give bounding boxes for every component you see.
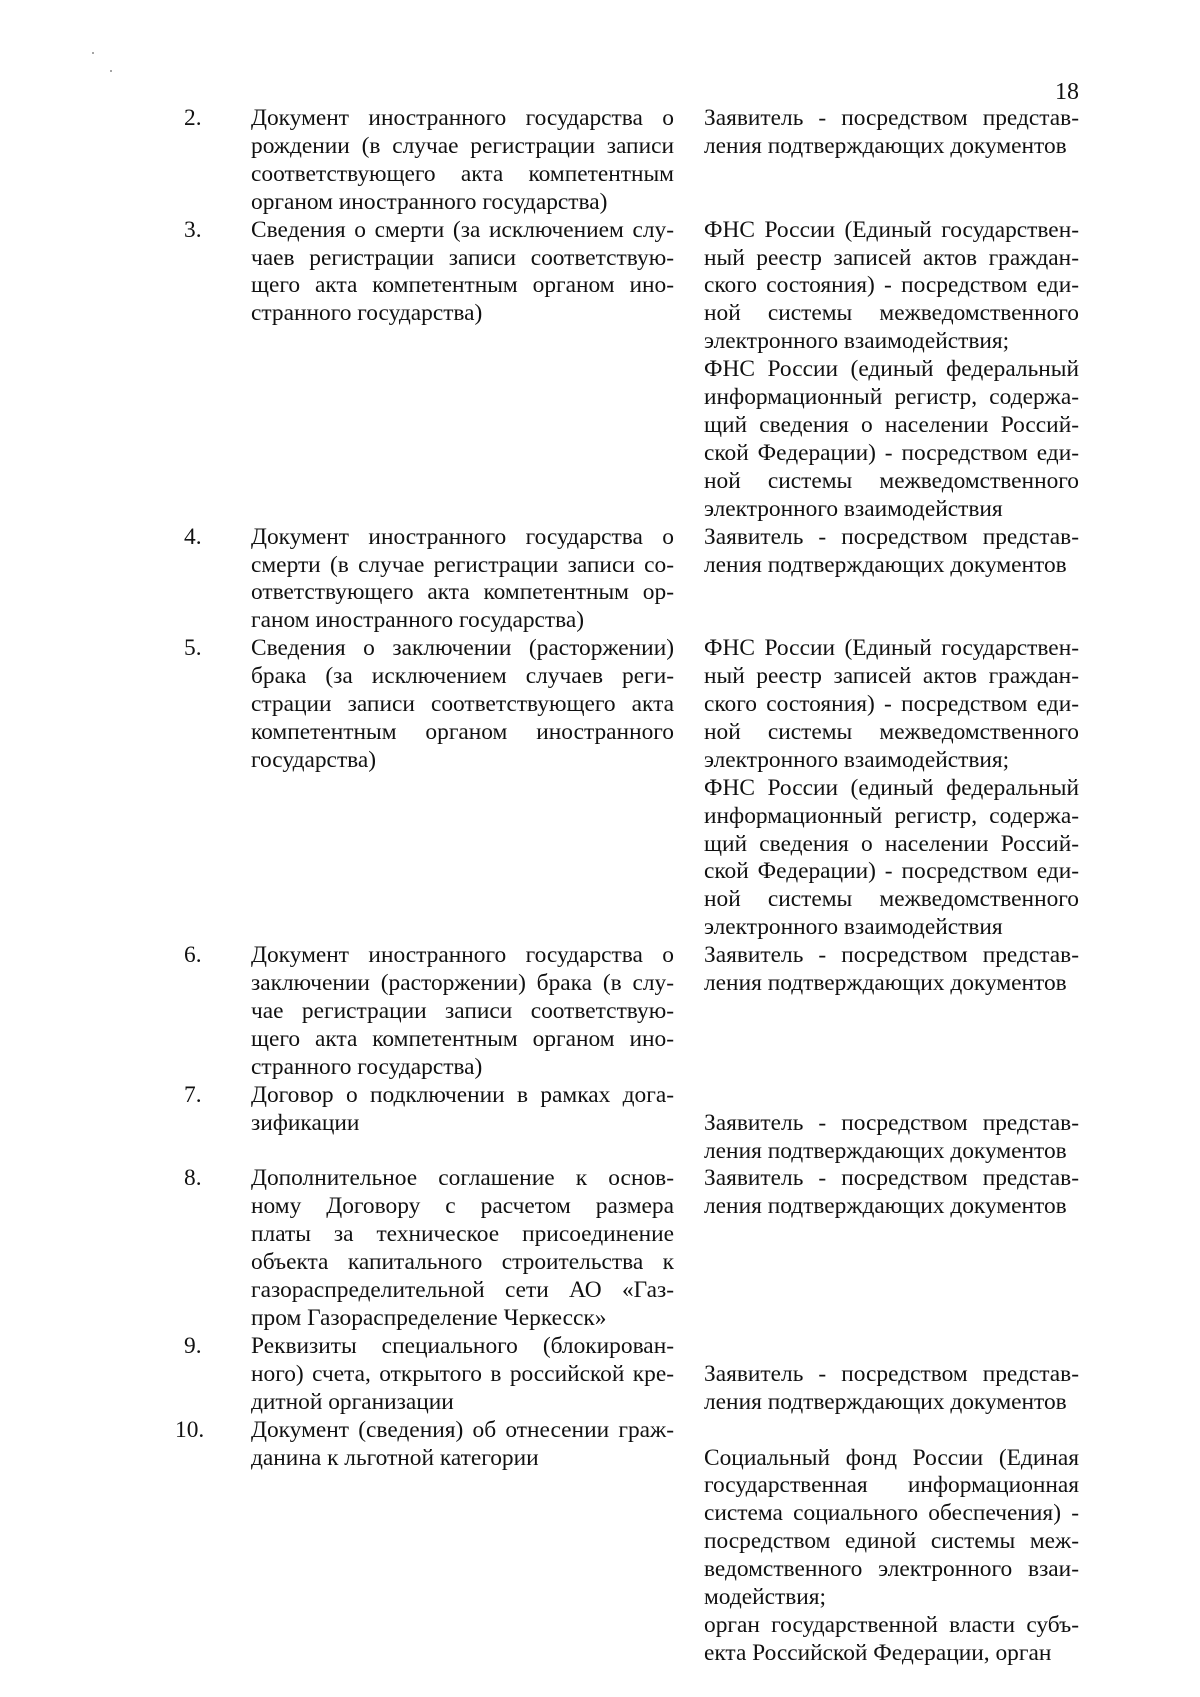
- row-number: 7.: [184, 1081, 202, 1108]
- document-name-line: ответствующего акта компетентным ор-: [251, 579, 674, 606]
- row-number: 3.: [184, 216, 202, 243]
- document-source-line: [704, 1333, 1079, 1361]
- scan-speck: [110, 70, 112, 72]
- document-name-line: Сведения о смерти (за исключением слу-: [251, 216, 674, 243]
- document-name: [251, 635, 674, 775]
- document-source-line: ной системы межведомственного: [704, 467, 1079, 494]
- document-name-line: дитной организации: [251, 1388, 454, 1415]
- document-source-line: ный реестр записей актов граждан-: [704, 244, 1079, 271]
- document-name-line: щего акта компетентным органом ино-: [251, 1025, 674, 1052]
- document-source-line: Социальный фонд России (Единая: [704, 1444, 1079, 1471]
- document-source-line: [704, 1417, 1079, 1445]
- document-source-line: ления подтверждающих документов: [704, 1388, 1067, 1415]
- document-source-line: Заявитель - посредством представ-: [704, 1360, 1079, 1387]
- document-name-line: странного государства): [251, 300, 483, 327]
- document-source: [704, 635, 1079, 942]
- document-source-line: ления подтверждающих документов: [704, 970, 1067, 997]
- document-source-line: модействия;: [704, 1584, 827, 1611]
- document-source-line: Заявитель - посредством представ-: [704, 105, 1079, 131]
- document-source-line: ФНС России (единый федеральный: [704, 356, 1079, 383]
- table-row: [184, 1082, 1079, 1166]
- document-name-line: ного) счета, открытого в российской кре-: [251, 1360, 674, 1387]
- document-source-line: ской Федерации) - посредством еди-: [704, 439, 1079, 466]
- document-name: [251, 1333, 674, 1417]
- table-row: [184, 942, 1079, 1082]
- document-name-line: Договор о подключении в рамках дога-: [251, 1081, 674, 1108]
- document-table: [175, 105, 1079, 1668]
- document-name-line: соответствующего акта компетентным: [251, 160, 674, 187]
- document-name-line: смерти (в случае регистрации записи со-: [251, 551, 674, 578]
- document-source: [704, 1165, 1079, 1221]
- document-name-line: чаев регистрации записи соответствую-: [251, 244, 674, 271]
- document-name-line: органом иностранного государства): [251, 188, 608, 215]
- document-source-line: Заявитель - посредством представ-: [704, 942, 1079, 969]
- document-source: [704, 1082, 1079, 1166]
- document-name-line: брака (за исключением случаев реги-: [251, 663, 674, 690]
- document-source-line: ления подтверждающих документов: [704, 1137, 1067, 1164]
- document-name-line: странного государства): [251, 1053, 483, 1080]
- document-source-line: ный реестр записей актов граждан-: [704, 663, 1079, 690]
- document-source: [704, 105, 1079, 161]
- document-source-line: ского состояния) - посредством еди-: [704, 272, 1079, 299]
- document-source-line: щий сведения о населении Россий-: [704, 411, 1079, 438]
- table-row: [184, 1333, 1079, 1417]
- document-name-line: Сведения о заключении (расторжении): [251, 635, 674, 662]
- document-source-line: Заявитель - посредством представ-: [704, 1165, 1079, 1192]
- table-row: [184, 1165, 1079, 1332]
- document-source-line: электронного взаимодействия: [704, 914, 1003, 941]
- document-name-line: щего акта компетентным органом ино-: [251, 272, 674, 299]
- document-source-line: ления подтверждающих документов: [704, 551, 1067, 578]
- document-source: [704, 942, 1079, 998]
- document-name-line: газораспределительной сети АО «Газ-: [251, 1277, 674, 1304]
- document-name-line: ному Договору с расчетом размера: [251, 1193, 674, 1220]
- document-source-line: [704, 1082, 1079, 1110]
- document-source-line: ФНС России (Единый государствен-: [704, 635, 1079, 662]
- document-name-line: страции записи соответствующего акта: [251, 691, 674, 718]
- document-name: [251, 217, 674, 329]
- table-row: [175, 1416, 1079, 1668]
- row-number: 2.: [184, 105, 202, 131]
- row-number: 5.: [184, 635, 202, 662]
- row-number: 9.: [184, 1332, 202, 1359]
- document-source-line: щий сведения о населении Россий-: [704, 830, 1079, 857]
- scan-speck: [92, 52, 94, 54]
- document-name-line: данина к льготной категории: [251, 1444, 539, 1471]
- document-source-line: ведомственного электронного взаи-: [704, 1556, 1079, 1583]
- document-name-line: Документ (сведения) об отнесении граж-: [251, 1416, 674, 1443]
- table-row: [184, 635, 1079, 942]
- document-name-line: ганом иностранного государства): [251, 607, 585, 634]
- document-source-line: электронного взаимодействия: [704, 495, 1003, 522]
- table-row: [184, 217, 1079, 524]
- row-number: 6.: [184, 942, 202, 969]
- document-name: [251, 1417, 674, 1473]
- document-name: [251, 105, 674, 217]
- document-source-line: система социального обеспечения) -: [704, 1500, 1079, 1527]
- document-name-line: Документ иностранного государства о: [251, 523, 674, 550]
- document-source-line: информационный регистр, содержа-: [704, 802, 1079, 829]
- document-name-line: платы за техническое присоединение: [251, 1221, 674, 1248]
- page-number: 18: [1055, 79, 1079, 105]
- document-name: [251, 942, 674, 1082]
- document-source-line: государственная информационная: [704, 1472, 1079, 1499]
- document-source-line: екта Российской Федерации, орган: [704, 1639, 1052, 1666]
- table-row: [184, 105, 1079, 217]
- document-name-line: Документ иностранного государства о: [251, 942, 674, 969]
- document-source-line: ФНС России (единый федеральный: [704, 774, 1079, 801]
- document-source-line: посредством единой системы меж-: [704, 1528, 1079, 1555]
- document-source: [704, 1417, 1079, 1668]
- row-number: 8.: [184, 1165, 202, 1192]
- document-source: [704, 524, 1079, 580]
- row-number: 10.: [175, 1416, 205, 1443]
- document-source: [704, 1333, 1079, 1417]
- document-source-line: Заявитель - посредством представ-: [704, 523, 1079, 550]
- document-source-line: ной системы межведомственного: [704, 718, 1079, 745]
- document-source-line: ления подтверждающих документов: [704, 132, 1067, 159]
- document-name: [251, 1165, 674, 1332]
- document-name-line: пром Газораспределение Черкесск»: [251, 1304, 607, 1331]
- document-source-line: ной системы межведомственного: [704, 886, 1079, 913]
- document-source-line: ФНС России (Единый государствен-: [704, 216, 1079, 243]
- document-name-line: компетентным органом иностранного: [251, 718, 674, 745]
- document-name-line: зификации: [251, 1109, 360, 1136]
- document-source-line: ской Федерации) - посредством еди-: [704, 858, 1079, 885]
- document-source-line: ского состояния) - посредством еди-: [704, 691, 1079, 718]
- document-name-line: Дополнительное соглашение к основ-: [251, 1165, 674, 1192]
- document-name: [251, 524, 674, 636]
- document-name: [251, 1082, 674, 1138]
- table-row: [184, 524, 1079, 636]
- document-name-line: чае регистрации записи соответствую-: [251, 998, 674, 1024]
- document-name-line: государства): [251, 746, 377, 773]
- document-source-line: электронного взаимодействия;: [704, 746, 1010, 773]
- document-source-line: ления подтверждающих документов: [704, 1193, 1067, 1220]
- document-name-line: заключении (расторжении) брака (в слу-: [251, 970, 674, 997]
- document-name-line: рождении (в случае регистрации записи: [251, 132, 674, 159]
- document-source-line: Заявитель - посредством представ-: [704, 1109, 1079, 1136]
- document-source-line: электронного взаимодействия;: [704, 328, 1010, 355]
- document-name-line: Документ иностранного государства о: [251, 105, 674, 131]
- document-source-line: ной системы межведомственного: [704, 300, 1079, 327]
- document-source-line: информационный регистр, содержа-: [704, 384, 1079, 411]
- document-name-line: объекта капитального строительства к: [251, 1249, 674, 1276]
- document-source-line: орган государственной власти субъ-: [704, 1611, 1079, 1638]
- document-source: [704, 217, 1079, 524]
- document-name-line: Реквизиты специального (блокирован-: [251, 1332, 674, 1359]
- row-number: 4.: [184, 523, 202, 550]
